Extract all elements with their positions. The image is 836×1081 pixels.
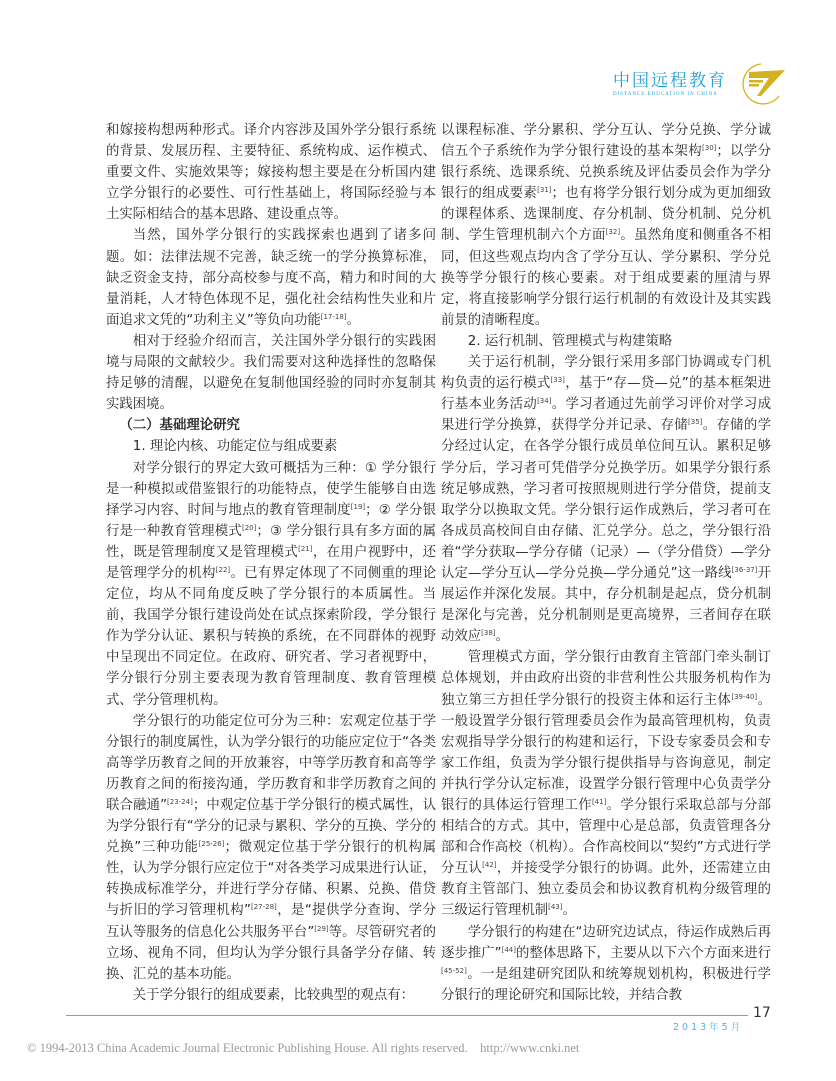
citation: [38]	[481, 629, 496, 638]
citation: [33]	[550, 376, 565, 385]
citation: [39-40]	[731, 692, 758, 701]
paragraph: 对学分银行的界定大致可概括为三种：① 学分银行是一种模拟或借鉴银行的功能特点，使学生能够自由选择学习内容、时间与地点的教育管理制度[19]；② 学分银行是一种教育管理模式[20]；③ 学分银行具有多方面的属性，既是管理制度又是管理模式[21]，在用户视野中，还是管理学分的机构[22]。已有界定体现了不同侧重的理论定位，均从不同角度反映了学分银行的本质属性。当前，我国学分银行建设尚处在试点探索阶段，学分银行作为学分认证、累积与转换的系统，在不同群体的视野中呈现出不同定位。在政府、研究者、学习者视野中，学分银行分别主要表现为教育管理制度、教育管理模式、学分管理机构。	[106, 460, 437, 708]
issue-date: 2013年5月	[673, 1022, 744, 1033]
citation: [21]	[298, 544, 313, 553]
paragraph: 关于学分银行的组成要素，比较典型的观点有：	[132, 987, 414, 1003]
citation: [19]	[350, 502, 366, 511]
citation: [27-28]	[250, 903, 277, 912]
paragraph: 和嫁接构想两种形式。译介内容涉及国外学分银行系统的背景、发展历程、主要特征、系统构成、运作模式、重要文件、实施效果等；嫁接构想主要是在分析国内建立学分银行的必要性、可行性基础上，将国际经验与本土实际相结合的基本思路、建设重点等。	[106, 123, 436, 223]
section-heading: （二）基础理论研究	[119, 418, 240, 434]
citation: [43]	[548, 903, 563, 912]
citation: [44]	[501, 945, 516, 954]
right-column	[441, 120, 771, 1006]
citation: [35]	[688, 418, 703, 427]
subsection-heading: 1. 理论内核、功能定位与组成要素	[132, 439, 338, 455]
citation: [41]	[591, 798, 607, 806]
copyright-notice: © 1994-2013 China Academic Journal Electronic Publishing House. All rights reserved. http://www.cnki.net	[27, 1041, 580, 1055]
citation: [34]	[537, 397, 552, 406]
left-column	[106, 120, 436, 1006]
citation: [42]	[482, 861, 497, 870]
citation: [36-37]	[731, 565, 758, 574]
citation: [17-18]	[320, 312, 347, 321]
paragraph: 以课程标准、学分累积、学分互认、学分兑换、学分诚信五个子系统作为学分银行建设的基本架构[30]；以学分银行系统、选课系统、兑换系统及评估委员会作为学分银行的组成要素[31]；也有将学分银行划分成为更加细致的课程体系、选课制度、存分机制、贷分机制、兑分机制、学生管理机制六个方面[32]。虽然角度和侧重各不相同，但这些观点均内含了学分互认、学分累积、学分兑换等学分银行的核心要素。对于组成要素的厘清与界定，将直接影响学分银行运行机制的有效设计及其实践前景的清晰程度。	[441, 123, 772, 328]
paragraph: 学分银行的构建在“边研究边试点，待运作成熟后再逐步推广”[44]的整体思路下，主要从以下六个方面来进行[45-52]。一是组建研究团队和统筹规划机构，积极进行学分银行的理论研究和国际比较，并结合教	[441, 924, 772, 1003]
citation: [31]	[537, 186, 552, 195]
citation: [22]	[215, 565, 231, 574]
citation: [29]	[314, 924, 329, 933]
paragraph: 当然，国外学分银行的实践探索也遇到了诸多问题。如：法律法规不完善，缺乏统一的学分换算标准，缺乏资金支持，部分高校参与度不高，精力和时间的大量消耗，人才特色体现不足，强化社会结构性失业和片面追求文凭的“功利主义”等负向功能[17-18]。	[106, 228, 436, 328]
journal-header	[605, 60, 795, 110]
citation: [23-24]	[167, 798, 193, 806]
paragraph: 相对于经验介绍而言，关注国外学分银行的实践困境与局限的文献较少。我们需要对这种选择性的忽略保持足够的清醒，以避免在复制他国经验的同时亦复制其实践困境。	[106, 333, 436, 413]
citation: [45-52]	[441, 966, 467, 975]
paragraph: 学分银行的功能定位可分为三种：宏观定位基于学分银行的制度属性，认为学分银行的功能应定位于“各类高等学历教育之间的开放兼容，中等学历教育和高等学历教育之间的衔接沟通，学历教育和非学历教育之间的联合融通”[23-24]；中观定位基于学分银行的模式属性，认为学分银行有“学分的记录与累积、学分的互换、学分的兑换”三种功能[25-26]；微观定位基于学分银行的机构属性，认为学分银行应定位于“对各类学习成果进行认证，转换成标准学分，并进行学分存储、积累、兑换、借贷与折旧的学习管理机构”[27-28]，是“提供学分查询、学分互认等服务的信息化公共服务平台”[29]等。尽管研究者的立场、视角不同，但均认为学分银行具备学分存储、转换、汇兑的基本功能。	[106, 713, 437, 982]
page-number: 17	[753, 1005, 771, 1021]
paragraph: 管理模式方面，学分银行由教育主管部门牵头制订总体规划，并由政府出资的非营利性公共服务机构作为独立第三方担任学分银行的投资主体和运行主体[39-40]。一般设置学分银行管理委员会作为最高管理机构，负责宏观指导学分银行的构建和运行，下设专家委员会和专家工作组，负责为学分银行提供指导与咨询意见，制定并执行学分认定标准，设置学分银行管理中心负责学分银行的具体运行管理工作[41]。学分银行采取总部与分部相结合的方式。其中，管理中心是总部，负责管理各分部和合作高校（机构）。合作高校间以“契约”方式进行学分互认[42]，并接受学分银行的协调。此外，还需建立由教育主管部门、独立委员会和协议教育机构分级管理的三级运行管理机制[43]。	[441, 650, 772, 919]
paragraph: 关于运行机制，学分银行采用多部门协调或专门机构负责的运行模式[33]，基于“存—贷—兑”的基本框架进行基本业务活动[34]。学习者通过先前学习评价对学习成果进行学分换算，获得学分并记录、存储[35]。存储的学分经过认定，在各学分银行成员单位间互认。累积足够学分后，学习者可凭借学分兑换学历。如果学分银行系统足够成熟，学习者可按照规则进行学分借贷，提前支取学分以换取文凭。学分银行运作成熟后，学习者可在各成员高校间自由存储、汇兑学分。总之，学分银行沿着“学分获取—学分存储（记录）—（学分借贷）—学分认定—学分互认—学分兑换—学分通兑”这一路线[36-37]开展运作并深化发展。其中，存分机制是起点，贷分机制是深化与完善，兑分机制则是更高境界，三者间存在联动效应[38]。	[441, 355, 772, 645]
journal-title-en: DISTANCE EDUCATION IN CHINA	[613, 92, 718, 97]
citation: [20]	[241, 523, 257, 532]
journal-title-cn: 中国远程教育	[613, 71, 727, 91]
subsection-heading: 2. 运行机制、管理模式与构建策略	[467, 333, 673, 349]
citation: [32]	[605, 228, 621, 237]
citation: [25-26]	[198, 840, 225, 849]
citation: [30]	[702, 144, 717, 153]
footer-rule	[66, 1015, 748, 1016]
journal-emblem-icon	[735, 60, 787, 108]
